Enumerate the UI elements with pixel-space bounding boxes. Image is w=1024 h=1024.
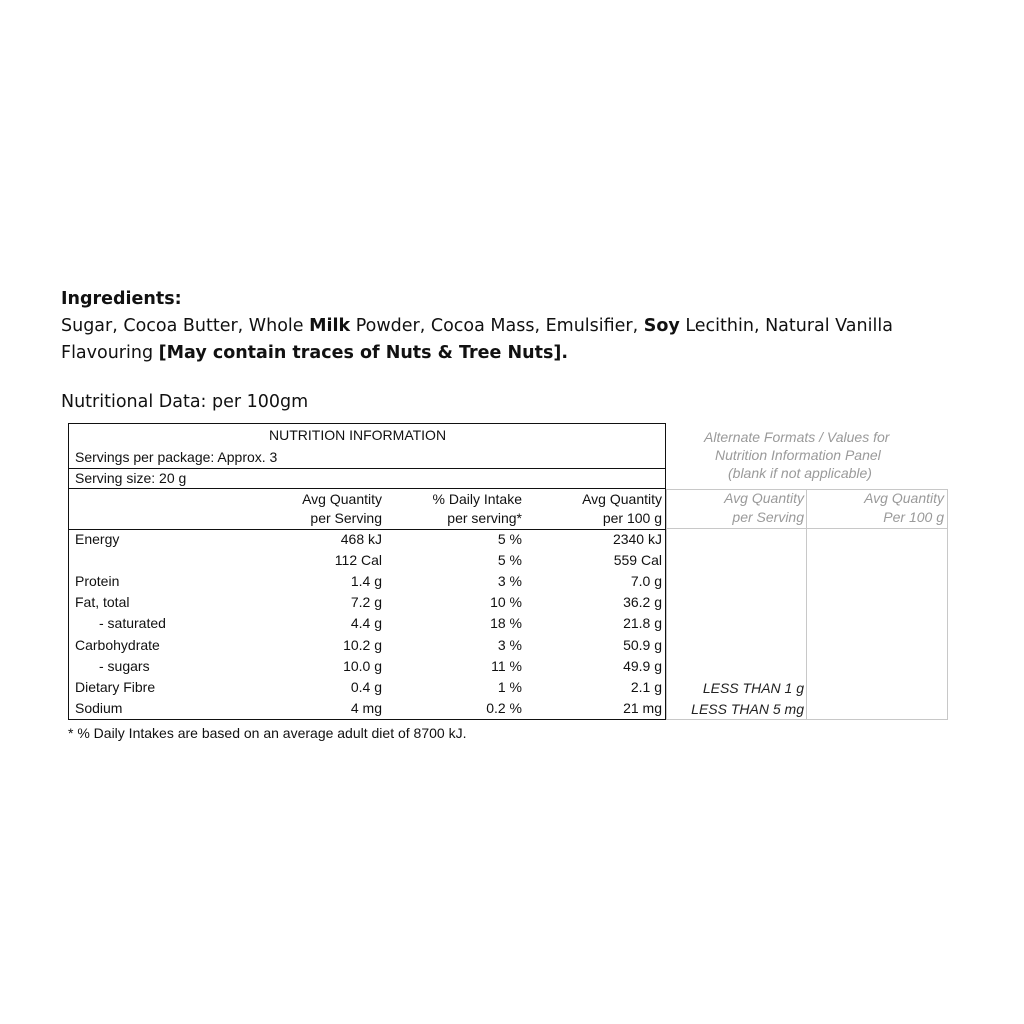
- alt-heading-3: (blank if not applicable): [728, 465, 872, 481]
- alt-heading-1: Alternate Formats / Values for: [704, 429, 890, 445]
- nutrient-label: Sodium: [75, 699, 123, 716]
- serving-size: Serving size: 20 g: [75, 470, 187, 486]
- col-header-di-b: per serving*: [447, 510, 522, 526]
- value-per-100g: 21 mg: [623, 699, 662, 716]
- daily-intake: 10 %: [490, 594, 522, 611]
- value-per-serving: 4.4 g: [350, 615, 382, 632]
- value-per-100g: 21.8 g: [623, 615, 662, 632]
- daily-intake: 5 %: [497, 552, 522, 569]
- ingredients-text: [61, 313, 961, 367]
- value-per-100g: 2340 kJ: [612, 531, 662, 547]
- value-per-100g: 49.9 g: [623, 657, 662, 674]
- value-per-serving: 7.2 g: [350, 594, 382, 611]
- value-per-100g: 559 Cal: [613, 552, 662, 569]
- divider: [69, 468, 665, 469]
- value-per-serving: 4 mg: [350, 699, 382, 716]
- ingredient-text: Powder, Cocoa Mass, Emulsifier,: [350, 316, 644, 336]
- nutritional-data-title: Nutritional Data: per 100gm: [61, 392, 309, 412]
- daily-intake: 11 %: [491, 657, 522, 674]
- ingredient-allergen: [May contain traces of Nuts & Tree Nuts].: [158, 343, 569, 363]
- value-per-100g: 50.9 g: [623, 636, 662, 653]
- ingredient-allergen: Soy: [643, 316, 680, 336]
- divider: [69, 529, 665, 530]
- daily-intake: 3 %: [497, 573, 522, 590]
- nutrient-label: Energy: [75, 531, 120, 547]
- daily-intake: 3 %: [497, 636, 522, 653]
- col-header-serving-b: per Serving: [310, 510, 382, 526]
- value-per-serving: 112 Cal: [334, 552, 382, 569]
- daily-intake: 5 %: [497, 531, 522, 547]
- footnote: * % Daily Intakes are based on an average adult diet of 8700 kJ.: [68, 725, 467, 741]
- nutrient-label: Dietary Fibre: [75, 678, 156, 695]
- col-header-di-a: % Daily Intake: [432, 491, 522, 507]
- nutrient-label: - sugars: [99, 657, 150, 674]
- alt-fibre-value: LESS THAN 1 g: [702, 680, 804, 696]
- col-header-100g-a: Avg Quantity: [582, 491, 662, 507]
- value-per-serving: 1.4 g: [350, 573, 382, 590]
- alt-heading-2: Nutrition Information Panel: [715, 447, 881, 463]
- ingredient-allergen: Milk: [309, 316, 351, 336]
- servings-per-package: Servings per package: Approx. 3: [75, 449, 278, 465]
- alt-col-serving-b: per Serving: [732, 509, 804, 525]
- value-per-serving: 10.2 g: [343, 636, 382, 653]
- panel-title: NUTRITION INFORMATION: [269, 427, 447, 443]
- col-header-100g-b: per 100 g: [602, 510, 662, 526]
- daily-intake: 1 %: [497, 678, 522, 695]
- alt-col-100g-b: Per 100 g: [883, 509, 944, 525]
- value-per-serving: 0.4 g: [350, 678, 382, 695]
- nutrient-label: Carbohydrate: [75, 636, 160, 653]
- ingredients-heading: Ingredients:: [61, 289, 182, 309]
- nutrient-label: Fat, total: [75, 594, 130, 611]
- ingredient-text: Sugar, Cocoa Butter, Whole: [61, 316, 310, 336]
- nutrition-information-panel: [68, 423, 666, 720]
- nutrient-label: Protein: [75, 573, 120, 590]
- daily-intake: 18 %: [490, 615, 522, 632]
- ingredients-section: [61, 286, 961, 367]
- alt-col-100g-a: Avg Quantity: [864, 490, 944, 506]
- value-per-serving: 10.0 g: [343, 657, 382, 674]
- col-header-serving-a: Avg Quantity: [302, 491, 382, 507]
- alt-sodium-value: LESS THAN 5 mg: [691, 701, 804, 717]
- ingredient-text: Lecithin, Natural Vanilla Flavouring: [61, 316, 893, 363]
- alternate-formats-panel: [666, 423, 948, 720]
- value-per-100g: 36.2 g: [623, 594, 662, 611]
- value-per-100g: 2.1 g: [630, 678, 662, 695]
- divider: [69, 488, 665, 489]
- alt-col-serving-a: Avg Quantity: [724, 490, 804, 506]
- value-per-serving: 468 kJ: [340, 531, 382, 547]
- daily-intake: 0.2 %: [486, 699, 522, 716]
- nutrient-label: - saturated: [99, 615, 166, 632]
- value-per-100g: 7.0 g: [630, 573, 662, 590]
- divider: [666, 528, 948, 529]
